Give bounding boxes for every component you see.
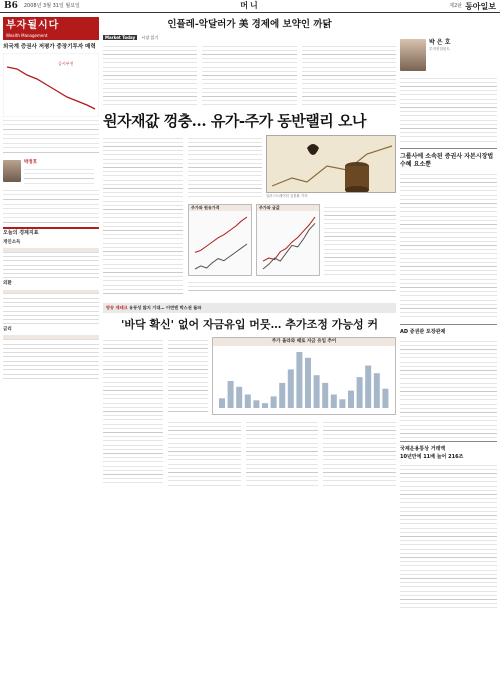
fin-sub-income: 개인소득 [3, 239, 21, 245]
fund-flow-chart [212, 337, 396, 415]
writer-text [24, 166, 94, 184]
page-header [0, 0, 500, 13]
market-tag-row [103, 35, 396, 40]
fin-sub-rate: 금리 [3, 327, 12, 333]
chart-bar [357, 377, 363, 408]
oil-stock-illustration [266, 135, 396, 193]
chart-bar [236, 387, 242, 408]
left-headline: 외국계 증권사 저평가 중장기투자 매력 [3, 43, 96, 50]
chart-bar [253, 400, 259, 408]
fin-table-3 [3, 335, 99, 378]
author-photo [400, 39, 426, 71]
right-article-1 [400, 75, 497, 145]
chart-bar [339, 399, 345, 408]
right-column [400, 17, 497, 687]
oil-barrel-icon [267, 136, 396, 193]
author-name: 박 은 호 [429, 39, 451, 46]
chart-label: 증시부진 [58, 61, 74, 67]
chart-bar [314, 375, 320, 408]
series-line-0 [263, 217, 315, 261]
fin-indicator-title: 오늘의 경제지표 [3, 227, 99, 237]
fin-table-2 [3, 290, 99, 325]
left-column [3, 17, 99, 687]
chart-bar [322, 383, 328, 408]
writer-box [3, 160, 99, 184]
chart-bar [245, 395, 251, 409]
left-article-text-2 [3, 187, 99, 223]
section-title: 머니 [240, 0, 260, 10]
page-number: B6 [4, 0, 18, 11]
right-subhead-1: AD 증권관 포장관제 [400, 329, 446, 336]
right-subhead-2b: 10년만에 11배 늘어 216조 [400, 453, 464, 460]
adjust-article-col2 [168, 337, 208, 415]
main-column [103, 17, 396, 687]
commodity-article-col2 [188, 135, 262, 201]
paper-name: 동아일보 [465, 0, 496, 11]
chart-bar [365, 366, 371, 409]
market-tag-sub: 시장 읽기 [141, 34, 159, 40]
chart-bar [228, 381, 234, 408]
image-caption: 일러스트레이션 김봉환 기자 [266, 194, 308, 199]
writer-photo [3, 160, 21, 182]
chart-gold-stock-plot [257, 211, 321, 275]
issue-date: 2008년 3월 31일 월요일 [23, 2, 80, 9]
left-article-text [3, 117, 99, 157]
series-line-1 [263, 223, 315, 269]
bar-label: 방송 재테크 [106, 305, 128, 311]
chart-gold-stock-title: 주가와 금값 [257, 205, 319, 210]
right-subhead-2: 국제운용통상 거래액 [400, 445, 446, 452]
right-article-3 [400, 338, 497, 438]
article-col [202, 43, 296, 105]
broadcast-bar [103, 303, 396, 313]
fin-sub-fx: 외환 [3, 281, 12, 287]
adjust-article-body [168, 419, 396, 487]
commodity-article-tail [188, 279, 396, 293]
chart-oil-stock [188, 204, 252, 276]
commodity-article-col3 [324, 204, 396, 276]
article-col [246, 419, 319, 487]
right-article-4 [400, 462, 497, 612]
chart-oil-stock-title: 주가와 원유가격 [189, 205, 251, 210]
headline-inflation: 인플레-악달러가 美 경제에 보약인 까닭 [167, 19, 332, 30]
market-tag: Market Today [105, 34, 136, 40]
chart-bar [382, 389, 388, 408]
inflation-article-body [103, 43, 396, 105]
column-banner [3, 17, 99, 40]
column-title: 부자될시다 [6, 20, 60, 31]
bar-text: 유동성 많지 기대… 이번엔 박스권 돌파 [129, 305, 202, 311]
adjust-article-col1 [103, 337, 163, 487]
right-article-2 [400, 171, 497, 321]
commodity-article-col1 [103, 135, 183, 295]
chart-bar [374, 373, 380, 408]
chart-bar [305, 358, 311, 408]
headline-adjust: '바닥 확신' 없어 자금유입 머뭇… 추가조정 가능성 커 [120, 318, 379, 332]
chart-bar [296, 352, 302, 408]
author-role: 투자컨설턴트 [429, 47, 450, 52]
headline-commodity: 원자재값 껑충… 유가-주가 동반랠리 오나 [103, 112, 366, 131]
chart-bar [279, 383, 285, 408]
chart-bar [331, 395, 337, 409]
chart-gold-stock [256, 204, 320, 276]
article-col [168, 419, 241, 487]
article-col [323, 419, 396, 487]
edition-label: 제2판 [449, 2, 463, 9]
chart-bar [288, 369, 294, 408]
writer-name: 박정호 [24, 160, 38, 166]
chart-bar [348, 391, 354, 408]
fin-table-1 [3, 248, 99, 279]
fund-flow-chart-plot [213, 346, 397, 414]
right-headline: 그룹사에 소속된 증권사 자본시장법 수혜 요소뿐 [400, 153, 494, 169]
article-col [302, 43, 396, 105]
fund-flow-chart-title: 주가 올라와 때로 자금 유입 추이 [213, 338, 395, 346]
chart-bar [271, 396, 277, 408]
trend-chart [3, 53, 99, 117]
series-line-0 [195, 217, 247, 252]
chart-oil-stock-plot [189, 211, 253, 275]
author-profile [400, 39, 497, 71]
series-line-1 [195, 244, 247, 269]
chart-bar [262, 403, 268, 408]
column-subtitle: Wealth Management [6, 32, 48, 38]
article-col [103, 43, 197, 105]
chart-bar [219, 398, 225, 408]
